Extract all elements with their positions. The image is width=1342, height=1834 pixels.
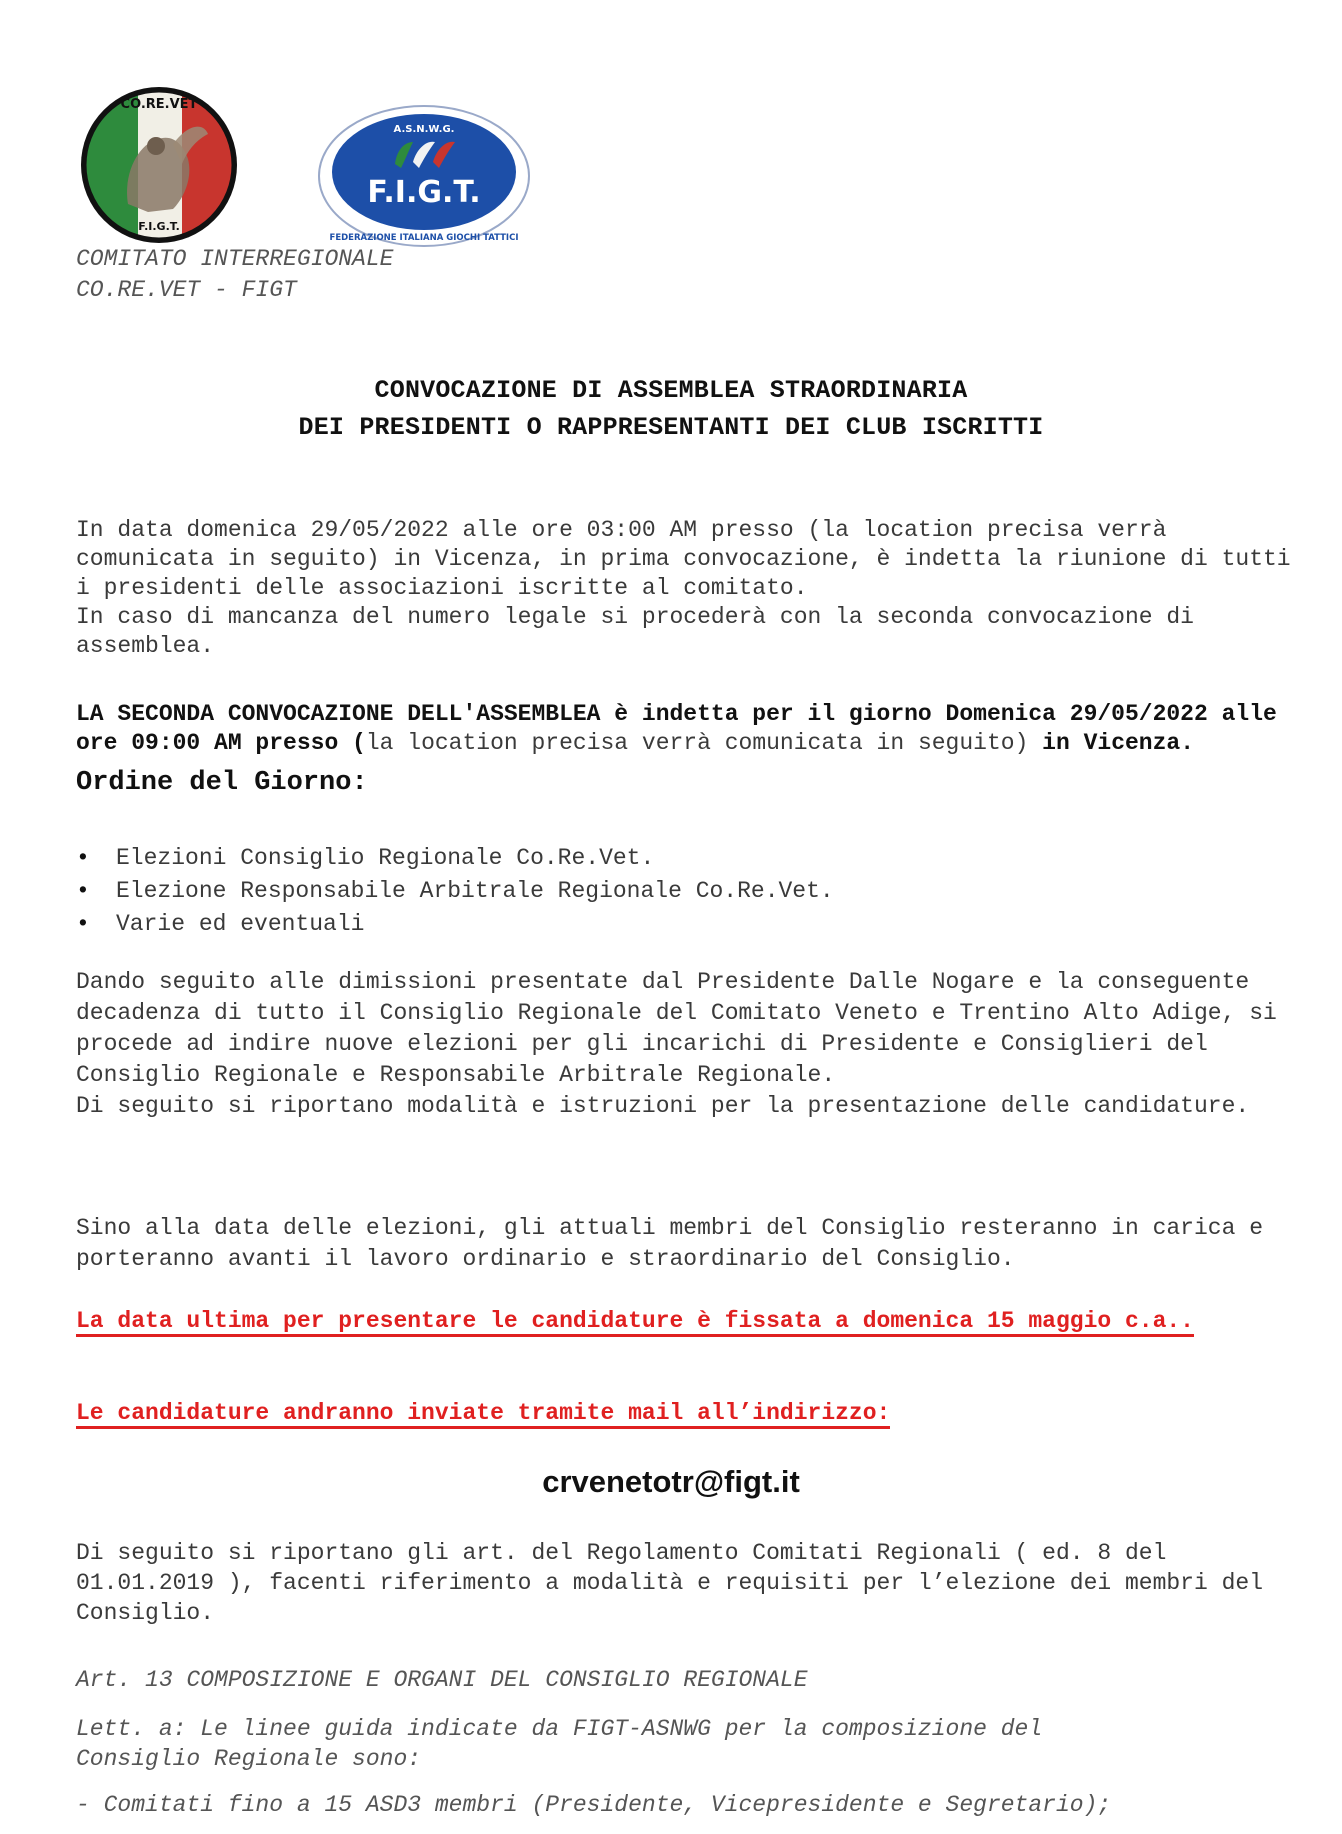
bullet: •	[76, 845, 90, 871]
agenda-item-3: Varie ed eventuali	[116, 911, 365, 937]
list-item	[76, 842, 834, 875]
committee-line-1: COMITATO INTERREGIONALE	[76, 246, 394, 272]
letter-a-text: Lett. a: Le linee guida indicate da FIGT-ASNWG per la composizione del Consiglio Regionale sono:	[76, 1716, 1043, 1772]
email-instruction-text: Le candidature andranno inviate tramite mail all’indirizzo:	[76, 1400, 890, 1429]
document-title	[0, 372, 1342, 446]
figt-logo	[317, 104, 531, 249]
intro-paragraph: In data domenica 29/05/2022 alle ore 03:00 AM presso (la location precisa verrà comunicata in seguito) in Vicenza, in prima convocazione, è indetta la riunione di tutti i presidenti delle associazioni iscritte al comitato. In caso di mancanza del numero legale si procederà con la seconda convocazione di assemblea.	[76, 517, 1291, 659]
deadline-notice	[76, 1306, 1316, 1337]
logo-text-top: CO.RE.VET	[120, 97, 198, 112]
committee-line-2: CO.RE.VET - FIGT	[76, 277, 297, 303]
bullet: •	[76, 911, 90, 937]
corevet-logo	[78, 84, 240, 246]
second-convocation-location: la location precisa verrà comunicata in seguito)	[365, 730, 1029, 756]
contact-email: crvenetotr@figt.it	[542, 1464, 800, 1499]
logo-text-figt: F.I.G.T.	[367, 175, 481, 210]
agenda-item-1: Elezioni Consiglio Regionale Co.Re.Vet.	[116, 845, 655, 871]
logo-text-asnwg: A.S.N.W.G.	[393, 124, 455, 135]
list-item	[76, 908, 834, 941]
article-13-heading: Art. 13 COMPOSIZIONE E ORGANI DEL CONSIGLIO REGIONALE	[76, 1667, 808, 1693]
interim-paragraph: Sino alla data delle elezioni, gli attuali membri del Consiglio resteranno in carica e porteranno avanti il lavoro ordinario e straordinario del Consiglio.	[76, 1215, 1263, 1272]
deadline-text: La data ultima per presentare le candidature è fissata a domenica 15 maggio c.a..	[76, 1308, 1194, 1337]
title-line-1: CONVOCAZIONE DI ASSEMBLEA STRAORDINARIA	[374, 376, 968, 405]
agenda-list	[76, 842, 834, 941]
second-convocation-bold-a: LA SECONDA CONVOCAZIONE DELL'ASSEMBLEA è indetta per il giorno Domenica 29/05/2022 alle ore 09:00 AM presso (	[76, 701, 1277, 756]
committee-composition-text: - Comitati fino a 15 ASD3 membri (Presidente, Vicepresidente e Segretario);	[76, 1792, 1112, 1818]
committee-name	[76, 244, 393, 306]
regulation-paragraph: Di seguito si riportano gli art. del Regolamento Comitati Regionali ( ed. 8 del 01.01.2019 ), facenti riferimento a modalità e requisiti per l’elezione dei membri del Consiglio.	[76, 1540, 1263, 1626]
logo-text-bottom: F.I.G.T.	[138, 220, 180, 233]
logo-text-ring: FEDERAZIONE ITALIANA GIOCHI TATTICI	[329, 233, 519, 243]
title-line-2: DEI PRESIDENTI O RAPPRESENTANTI DEI CLUB ISCRITTI	[298, 413, 1044, 442]
agenda-item-2: Elezione Responsabile Arbitrale Regionale Co.Re.Vet.	[116, 878, 834, 904]
second-convocation-bold-b: in Vicenza.	[1028, 730, 1195, 756]
list-item	[76, 875, 834, 908]
bullet: •	[76, 878, 90, 904]
agenda-heading: Ordine del Giorno:	[76, 768, 368, 798]
email-instruction	[76, 1398, 1316, 1429]
second-convocation-paragraph	[76, 671, 1306, 758]
resignation-paragraph: Dando seguito alle dimissioni presentate dal Presidente Dalle Nogare e la conseguente decadenza di tutto il Consiglio Regionale del Comitato Veneto e Trentino Alto Adige, si procede ad indire nuove elezioni per gli incarichi di Presidente e Consiglieri del Consiglio Regionale e Responsabile Arbitrale Regionale. Di seguito si riportano modalità e istruzioni per la presentazione delle candidature.	[76, 969, 1277, 1119]
